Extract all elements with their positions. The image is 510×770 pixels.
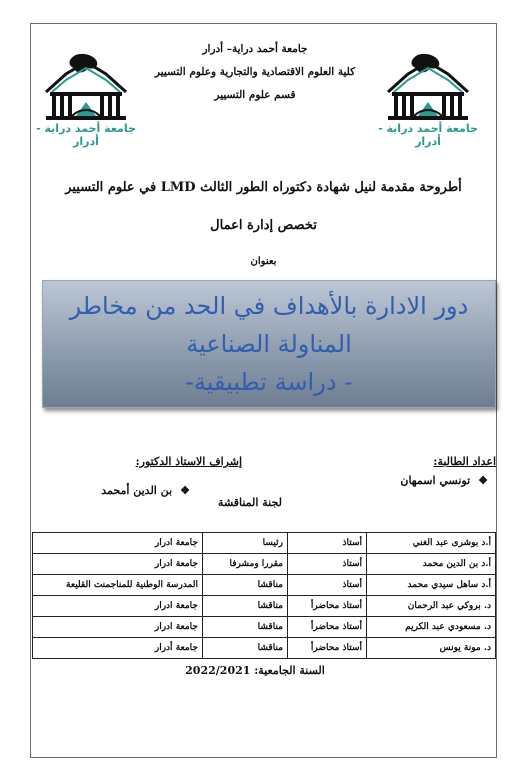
table-row (33, 533, 496, 554)
university-name: جامعة أحمد دراية– أدرار (202, 43, 308, 55)
table-row (33, 575, 496, 596)
table-row (33, 617, 496, 638)
member-role: مقررا ومشرفا (203, 554, 288, 575)
supervisor-name-row (42, 484, 190, 497)
member-university: جامعة ادرار (33, 596, 203, 617)
academic-year: السنة الجامعية: 2022/2021 (185, 664, 325, 677)
table-row (33, 554, 496, 575)
member-rank: أستاذ محاضرأ (288, 596, 367, 617)
member-university: جامعة ادرار (33, 533, 203, 554)
department-name: قسم علوم التسيير (214, 89, 296, 101)
table-row (33, 638, 496, 659)
supervisor-label: إشراف الاستاذ الدكتور: (135, 455, 242, 468)
member-role: مناقشا (203, 575, 288, 596)
member-university: جامعة ادرار (33, 617, 203, 638)
member-name: أ.د بوشرى عبد الغني (367, 533, 496, 554)
title-intro: بعنوان (250, 256, 277, 267)
member-role: مناقشا (203, 596, 288, 617)
table-row (33, 596, 496, 617)
institution-header (150, 38, 360, 107)
thesis-title-line-3: - دراسة تطبيقية- (185, 368, 353, 396)
thesis-title-box (42, 280, 496, 408)
diamond-bullet-icon: ❖ (180, 484, 190, 497)
member-role: رئيسا (203, 533, 288, 554)
university-logo-icon (36, 52, 136, 122)
member-rank: أستاذ (288, 554, 367, 575)
member-university: المدرسة الوطنية للمناجمنت القليعة (33, 575, 203, 596)
supervisor-name: بن الدين أمحمد (101, 484, 173, 497)
member-rank: أستاذ (288, 575, 367, 596)
university-logo-right (378, 52, 478, 148)
thesis-title-line-2: المناولة الصناعية (186, 330, 352, 358)
university-logo-icon (378, 52, 478, 122)
logo-caption-right: جامعة أحمد دراية - أدرار (378, 122, 478, 148)
logo-caption-left: جامعة أحمد دراية - أدرار (36, 122, 136, 148)
member-university: جامعة ادرار (33, 554, 203, 575)
member-rank: أستاذ محاضرأ (288, 617, 367, 638)
member-name: د. مونة يونس (367, 638, 496, 659)
member-name: أ.د بن الدين محمد (367, 554, 496, 575)
member-rank: أستاذ (288, 533, 367, 554)
member-name: د. مسعودي عبد الكريم (367, 617, 496, 638)
committee-table (32, 532, 496, 659)
committee-title: لجنة المناقشة (218, 496, 282, 509)
member-role: مناقشا (203, 617, 288, 638)
member-name: د. بروكي عبد الرحمان (367, 596, 496, 617)
specialty-line: تخصص إدارة اعمال (210, 218, 317, 233)
member-rank: أستاذ محاضرأ (288, 638, 367, 659)
student-label: اعداد الطالبة: (433, 455, 496, 468)
student-name-row (330, 474, 488, 487)
thesis-degree-line: أطروحة مقدمة لنيل شهادة دكتوراه الطور الثالث LMD في علوم التسيير (65, 180, 462, 195)
thesis-title-line-1: دور الادارة بالأهداف في الحد من مخاطر (69, 292, 469, 320)
member-role: مناقشا (203, 638, 288, 659)
university-logo-left (36, 52, 136, 148)
student-name: تونسي اسمهان (400, 474, 471, 487)
member-university: جامعة أدرار (33, 638, 203, 659)
faculty-name: كلية العلوم الاقتصادية والتجارية وعلوم التسيير (154, 66, 356, 78)
member-name: أ.د ساهل سيدي محمد (367, 575, 496, 596)
diamond-bullet-icon: ❖ (478, 474, 488, 487)
